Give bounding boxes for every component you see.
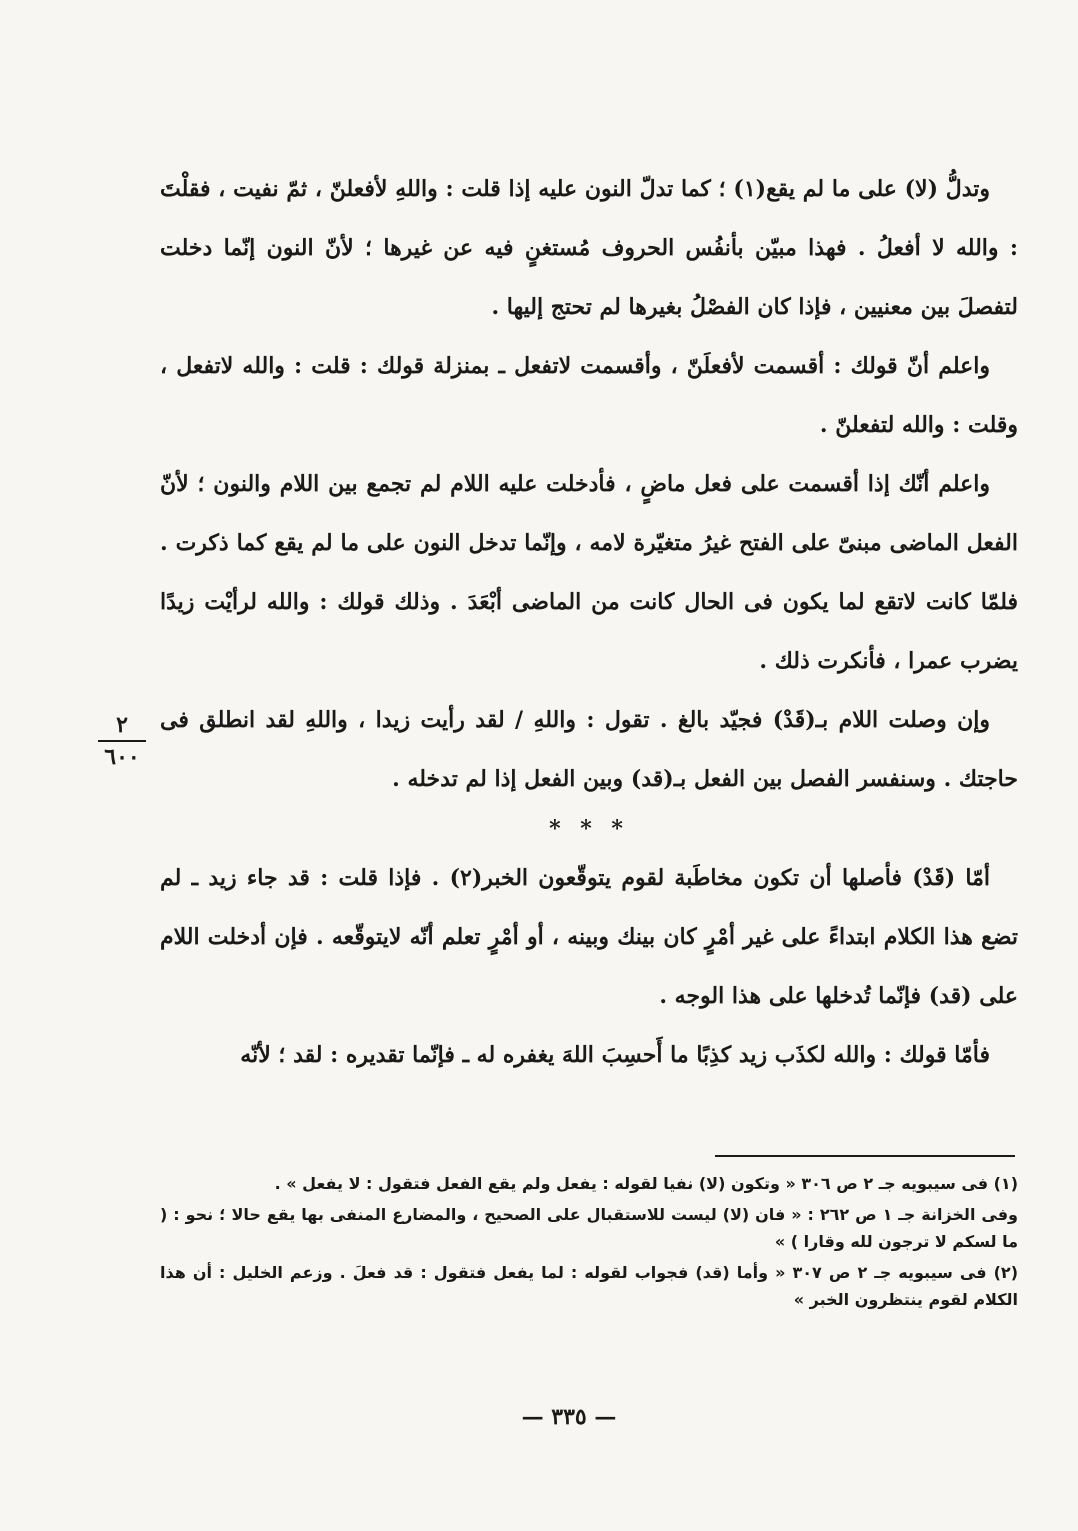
footnotes — [160, 1170, 1018, 1317]
marginal-divider — [98, 740, 146, 742]
section-separator: * * * — [549, 816, 629, 842]
paragraph-1: وتدلُّ (لا) على ما لم يقع(١) ؛ كما تدلّ النون عليه إذا قلت : واللهِ لأفعلنّ ، ثمّ نفيت ، فقلْتَ : والله لا أفعلُ . فهذا مبيّن بأنفُس الحروف مُستغنٍ فيه عن غيرها ؛ لأنّ النون إنّما دخلت لتفصلَ بين معنيين ، فإذا كان الفصْلُ بغيرها لم تحتج إليها . — [160, 176, 1018, 320]
paragraph-2: واعلم أنّ قولك : أقسمت لأفعلَنّ ، وأقسمت لاتفعل ـ بمنزلة قولك : قلت : والله لاتفعل ، وقلت : والله لتفعلنّ . — [160, 353, 1018, 438]
marginal-page: ٦٠٠ — [104, 744, 140, 770]
paragraph-5: أمّا (قَدْ) فأصلها أن تكون مخاطَبة لقوم يتوقّعون الخبر(٢) . فإذا قلت : قد جاء زيد ـ لم تضع هذا الكلام ابتداءً على غير أمْرٍ كان بينك وبينه ، أو أمْرٍ تعلم أنّه لايتوقّعه . فإن أدخلت اللام على (قد) فإنّما تُدخلها على هذا الوجه . — [160, 865, 1018, 1009]
paragraph-6: فأمّا قولك : والله لكذَب زيد كذِبًا ما أَحسِبَ اللهَ يغفره له ـ فإنّما تقديره : لقد ؛ لأنّه — [240, 1042, 990, 1068]
footnote-1-continuation: وفى الخزانة جـ ١ ص ٢٦٢ : « فان (لا) ليست للاستقبال على الصحيح ، والمضارع المنفى بها يقع حالا ؛ نحو : ( ما لسكم لا ترجون لله وقارا ) » — [160, 1205, 1018, 1251]
footnote-2: (٢) فى سيبويه جـ ٢ ص ٣٠٧ « وأما (قد) فجواب لقوله : لما يفعل فتقول : قد فعلَ . وزعم الخليل : أن هذا الكلام لقوم ينتظرون الخبر » — [160, 1263, 1018, 1309]
main-text — [160, 160, 1018, 1085]
page-number: — ٣٣٥ — — [521, 1404, 617, 1430]
paragraph-3: واعلم أنّك إذا أقسمت على فعل ماضٍ ، فأدخلت عليه اللام لم تجمع بين اللام والنون ؛ لأنّ الفعل الماضى مبنىّ على الفتح غيرُ متغيّرة لامه ، وإنّما تدخل النون على ما لم يقع كما ذكرت . فلمّا كانت لاتقع لما يكون فى الحال كانت من الماضى أبْعَدَ . وذلك قولك : والله لرأيْت زيدًا يضرب عمرا ، فأنكرت ذلك . — [160, 471, 1018, 674]
footnote-divider — [715, 1155, 1015, 1157]
marginal-page-reference — [92, 712, 152, 770]
marginal-volume: ٢ — [116, 712, 128, 738]
footnote-1: (١) فى سيبويه جـ ٢ ص ٣٠٦ « وتكون (لا) نفيا لقوله : يفعل ولم يقع الفعل فتقول : لا يفعل » . — [274, 1174, 1018, 1193]
paragraph-4: وإن وصلت اللام بـ(قَدْ) فجيّد بالغ . تقول : واللهِ / لقد رأيت زيدا ، واللهِ لقد انطلق فى حاجتك . وسنفسر الفصل بين الفعل بـ(قد) وبين الفعل إذا لم تدخله . — [160, 707, 1018, 792]
